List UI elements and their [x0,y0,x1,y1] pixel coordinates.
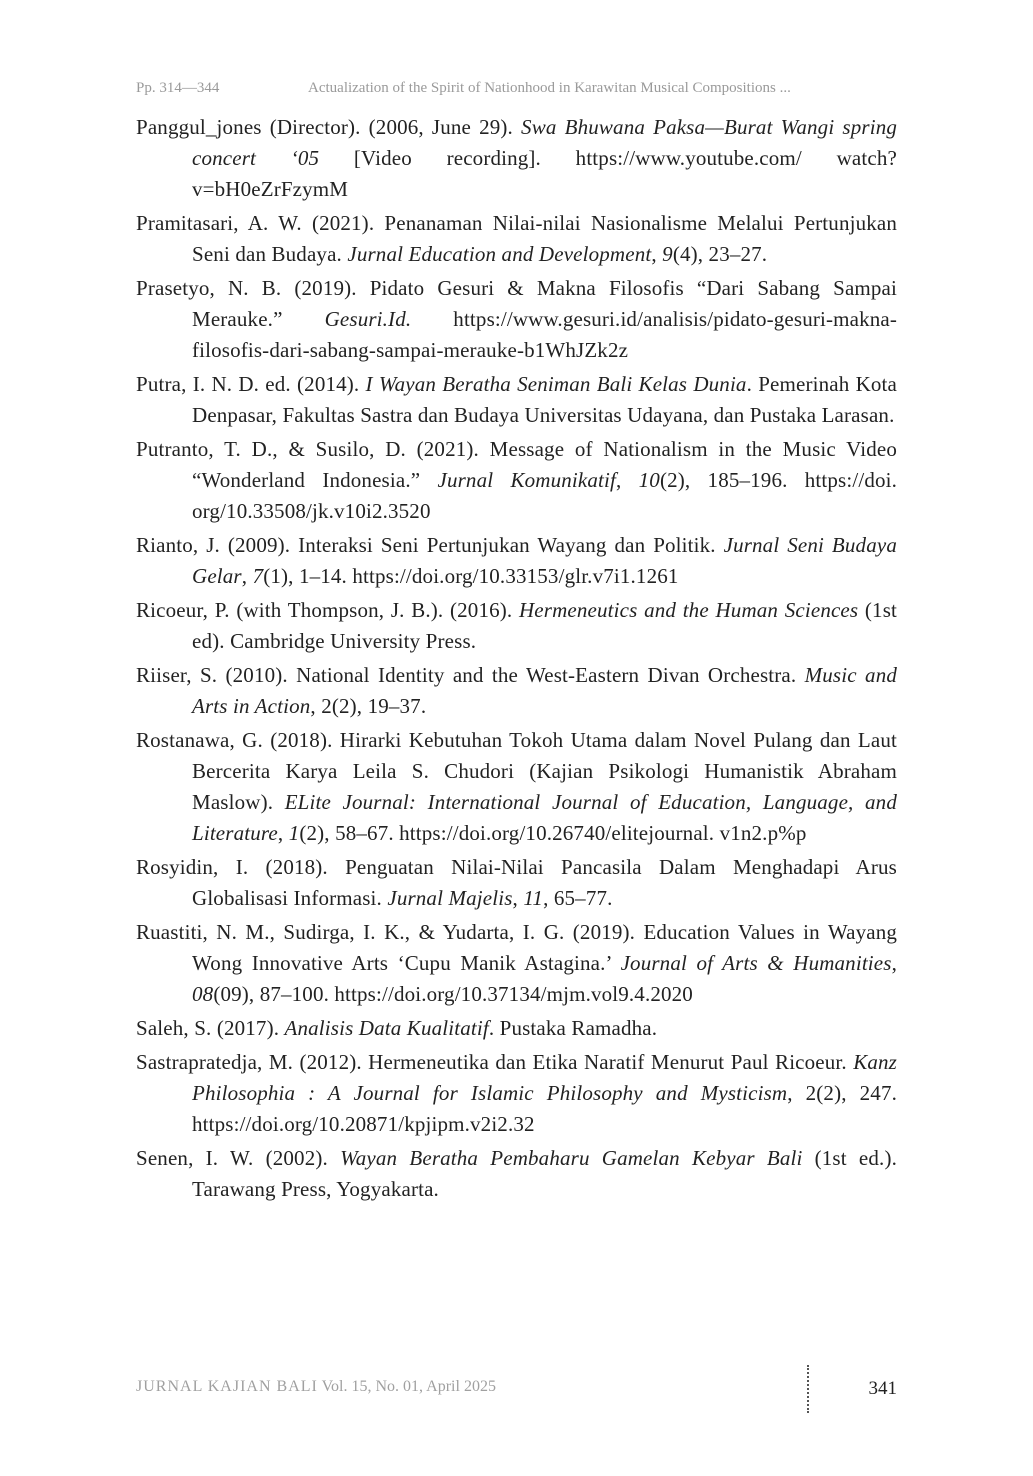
dotted-divider [807,1365,809,1413]
reference-text: Pramitasari, A. W. (2021). Penanaman Nilai-nilai Nasionalisme Melalui Pertunjukan Seni dan Budaya. [136,211,897,266]
reference-text: Putra, I. N. D. ed. (2014). [136,372,366,396]
reference-italic-text: Gesuri.Id. [324,307,412,331]
reference-text: , 2(2), 19–37. [310,694,427,718]
reference-text: https://www.gesuri.id/analisis/pidato-gesuri-makna-filosofis-dari-sabang-sampai-merauke-b1WhJZk2z [192,307,898,362]
article-title: Actualization of the Spirit of Nationhood in Karawitan Musical Compositions ... [308,80,791,96]
reference-entry [136,595,897,657]
reference-italic-text: 1 [288,821,300,845]
reference-text: Riiser, S. (2010). National Identity and the West-Eastern Divan Orchestra. [136,663,805,687]
reference-italic-text: Swa Bhuwana Paksa—Burat Wangi spring concert ‘05 [192,115,897,170]
footer-journal [136,1378,496,1396]
reference-entry [136,530,897,592]
reference-italic-text: 7 [252,564,264,588]
reference-text: (09), 87–100. https://doi.org/10.37134/mjm.vol9.4.2020 [213,982,693,1006]
reference-italic-text: Music and Arts in Action [192,663,897,718]
reference-italic-text: Journal of Arts & Humanities [620,951,892,975]
reference-text: [Video recording]. https://www.youtube.com/ watch?v=bH0eZrFzymM [192,146,897,201]
reference-text: (1st ed). Cambridge University Press. [192,598,898,653]
reference-text: (2), 58–67. https://doi.org/10.26740/elitejournal. v1n2.p%p [299,821,807,845]
reference-text: (2), 185–196. https://doi. org/10.33508/jk.v10i2.3520 [192,468,897,523]
reference-italic-text: Analisis Data Kualitatif [284,1016,489,1040]
reference-italic-text: Jurnal Majelis [387,886,513,910]
reference-entry [136,369,897,431]
journal-name: JURNAL KAJIAN BALI [136,1378,318,1395]
reference-text: , 2(2), 247. https://doi.org/10.20871/kpjipm.v2i2.32 [192,1081,897,1136]
reference-italic-text: Hermeneutics and the Human Sciences [518,598,859,622]
reference-text: , [277,821,289,845]
reference-text: , [241,564,253,588]
reference-text: . Pustaka Ramadha. [488,1016,658,1040]
reference-entry [136,1013,897,1044]
reference-entry [136,1143,897,1205]
reference-text: Rostanawa, G. (2018). Hirarki Kebutuhan Tokoh Utama dalam Novel Pulang dan Laut Bercerita Karya Leila S. Chudori (Kajian Psikologi Humanistik Abraham Maslow). [136,728,897,814]
reference-italic-text: Wayan Beratha Pembaharu Gamelan Kebyar Bali [340,1146,803,1170]
reference-entry [136,852,897,914]
reference-text: Prasetyo, N. B. (2019). Pidato Gesuri & Makna Filosofis “Dari Sabang Sampai Merauke.” [136,276,897,331]
reference-text: Ruastiti, N. M., Sudirga, I. K., & Yudarta, I. G. (2019). Education Values in Wayang Wong Innovative Arts ‘Cupu Manik Astagina.’ [136,920,897,975]
reference-text: Rianto, J. (2009). Interaksi Seni Pertunjukan Wayang dan Politik. [136,533,724,557]
reference-text: (4), 23–27. [672,242,768,266]
reference-text: Saleh, S. (2017). [136,1016,285,1040]
reference-entry [136,660,897,722]
reference-entry [136,208,897,270]
reference-text: Ricoeur, P. (with Thompson, J. B.). (2016). [136,598,519,622]
reference-italic-text: 11 [523,886,544,910]
reference-text: , [891,951,897,975]
reference-italic-text: Jurnal Education and Development [347,242,652,266]
reference-italic-text: 08 [192,982,214,1006]
page-range: Pp. 314—344 [136,80,220,96]
reference-italic-text: Kanz Philosophia : A Journal for Islamic Philosophy and Mysticism [192,1050,897,1105]
reference-italic-text: ELite Journal: International Journal of Education, Language, and Literature [192,790,897,845]
reference-list [136,112,897,1208]
reference-entry [136,917,897,1010]
reference-entry [136,112,897,205]
reference-text: (1), 1–14. https://doi.org/10.33153/glr.v7i1.1261 [263,564,679,588]
reference-italic-text: Jurnal Seni Budaya Gelar [192,533,897,588]
reference-text: , [651,242,663,266]
running-header [136,80,897,97]
reference-italic-text: 10 [638,468,660,492]
reference-text: (1st ed.). Tarawang Press, Yogyakarta. [192,1146,897,1201]
reference-text: , [512,886,524,910]
reference-italic-text: I Wayan Beratha Seniman Bali Kelas Dunia [365,372,747,396]
journal-issue: Vol. 15, No. 01, April 2025 [321,1378,496,1395]
page-number: 341 [868,1378,897,1399]
reference-entry [136,725,897,849]
reference-text: Sastrapratedja, M. (2012). Hermeneutika dan Etika Naratif Menurut Paul Ricoeur. [136,1050,854,1074]
reference-text: Putranto, T. D., & Susilo, D. (2021). Message of Nationalism in the Music Video “Wonderland Indonesia.” [136,437,897,492]
reference-text: Rosyidin, I. (2018). Penguatan Nilai-Nilai Pancasila Dalam Menghadapi Arus Globalisasi Informasi. [136,855,897,910]
reference-entry [136,434,897,527]
reference-text: Panggul_jones (Director). (2006, June 29). [136,115,522,139]
reference-italic-text: 9 [662,242,673,266]
reference-text: , 65–77. [543,886,613,910]
reference-italic-text: Jurnal Komunikatif [437,468,616,492]
reference-entry [136,1047,897,1140]
reference-entry [136,273,897,366]
reference-text: , [615,468,639,492]
reference-text: . Pemerinah Kota Denpasar, Fakultas Sastra dan Budaya Universitas Udayana, dan Pustaka Larasan. [192,372,897,427]
reference-text: Senen, I. W. (2002). [136,1146,341,1170]
